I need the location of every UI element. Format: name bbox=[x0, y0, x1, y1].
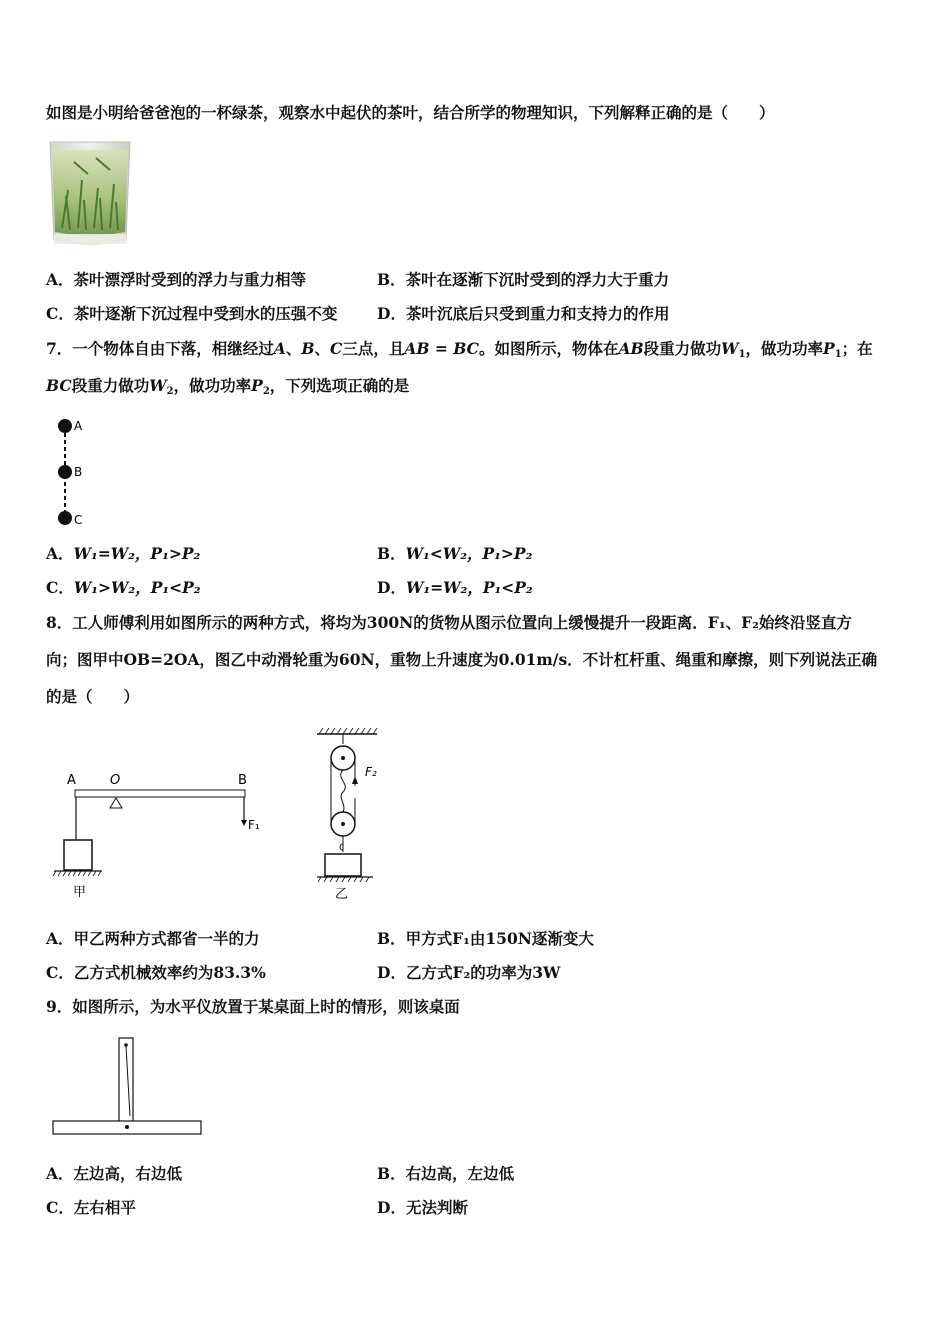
falling-object-figure bbox=[52, 414, 102, 530]
lever-label-o: O bbox=[110, 773, 121, 788]
q8-option-b: B．甲方式F₁由150N逐渐变大 bbox=[377, 929, 594, 948]
tea-cup-image bbox=[48, 140, 132, 248]
q7-option-d: D．W₁=W₂，P₁<P₂ bbox=[377, 578, 533, 597]
q9-stem: 9．如图所示，为水平仪放置于某桌面上时的情形，则该桌面 bbox=[46, 997, 460, 1016]
q6-option-c: C．茶叶逐渐下沉过程中受到水的压强不变 bbox=[46, 304, 338, 323]
force-f1-label: F₁ bbox=[248, 818, 260, 832]
point-a-label: A bbox=[74, 419, 83, 433]
q6-stem: 如图是小明给爸爸泡的一杯绿茶，观察水中起伏的茶叶，结合所学的物理知识，下列解释正确的是（ ） bbox=[46, 103, 775, 122]
lever-figure bbox=[52, 768, 282, 903]
q8-stem-line2: 向；图甲中OB=2OA，图乙中动滑轮重为60N，重物上升速度为0.01m/s．不计杠杆重、绳重和摩擦，则下列说法正确 bbox=[46, 650, 878, 669]
q7-option-b: B．W₁<W₂，P₁>P₂ bbox=[377, 544, 533, 563]
cargo-box bbox=[64, 840, 92, 870]
q6-option-a: A．茶叶漂浮时受到的浮力与重力相等 bbox=[46, 270, 307, 289]
q8-option-d: D．乙方式F₂的功率为3W bbox=[377, 963, 561, 982]
q8-option-c: C．乙方式机械效率约为83.3% bbox=[46, 963, 266, 982]
figure-jia-label: 甲 bbox=[73, 885, 87, 900]
figure-yi-label: 乙 bbox=[335, 887, 349, 902]
pulley-cargo-box bbox=[325, 854, 361, 876]
fulcrum-icon bbox=[110, 798, 122, 808]
q8-stem-line3: 的是（ ） bbox=[46, 687, 140, 706]
q8-stem-line1: 8．工人师傅利用如图所示的两种方式，将均为300N的货物从图示位置向上缓慢提升一段距离．F₁、F₂始终沿竖直方 bbox=[46, 613, 852, 632]
point-c-label: C bbox=[74, 513, 83, 527]
q9-option-d: D．无法判断 bbox=[377, 1198, 468, 1217]
q6-option-b: B．茶叶在逐渐下沉时受到的浮力大于重力 bbox=[377, 270, 670, 289]
level-instrument-figure bbox=[52, 1036, 204, 1138]
point-b-dot bbox=[58, 465, 72, 479]
force-f2-arrow-icon bbox=[352, 776, 358, 784]
q7-option-c: C．W₁>W₂，P₁<P₂ bbox=[46, 578, 201, 597]
force-f1-arrow-icon bbox=[241, 820, 247, 826]
lever-label-b: B bbox=[238, 773, 247, 788]
q9-option-a: A．左边高，右边低 bbox=[46, 1164, 183, 1183]
lever-bar bbox=[75, 790, 245, 797]
q6-option-d: D．茶叶沉底后只受到重力和支持力的作用 bbox=[377, 304, 670, 323]
lever-label-a: A bbox=[67, 773, 76, 788]
force-f2-label: F₂ bbox=[365, 765, 377, 779]
point-a-dot bbox=[58, 419, 72, 433]
q9-option-c: C．左右相平 bbox=[46, 1198, 136, 1217]
q7-option-a: A．W₁=W₂，P₁>P₂ bbox=[46, 544, 201, 563]
q7-stem-line1: 7．一个物体自由下落，相继经过A、B、C三点，且AB = BC。如图所示，物体在AB段重力做功$W_1$，做功功率$P_1$；在 bbox=[46, 339, 873, 360]
point-b-label: B bbox=[74, 465, 83, 479]
q7-stem-line2: BC段重力做功$W_2$，做功功率$P_2$，下列选项正确的是 bbox=[46, 376, 410, 397]
q9-option-b: B．右边高，左边低 bbox=[377, 1164, 515, 1183]
q8-option-a: A．甲乙两种方式都省一半的力 bbox=[46, 929, 260, 948]
pulley-figure bbox=[315, 726, 395, 904]
point-c-dot bbox=[58, 511, 72, 525]
